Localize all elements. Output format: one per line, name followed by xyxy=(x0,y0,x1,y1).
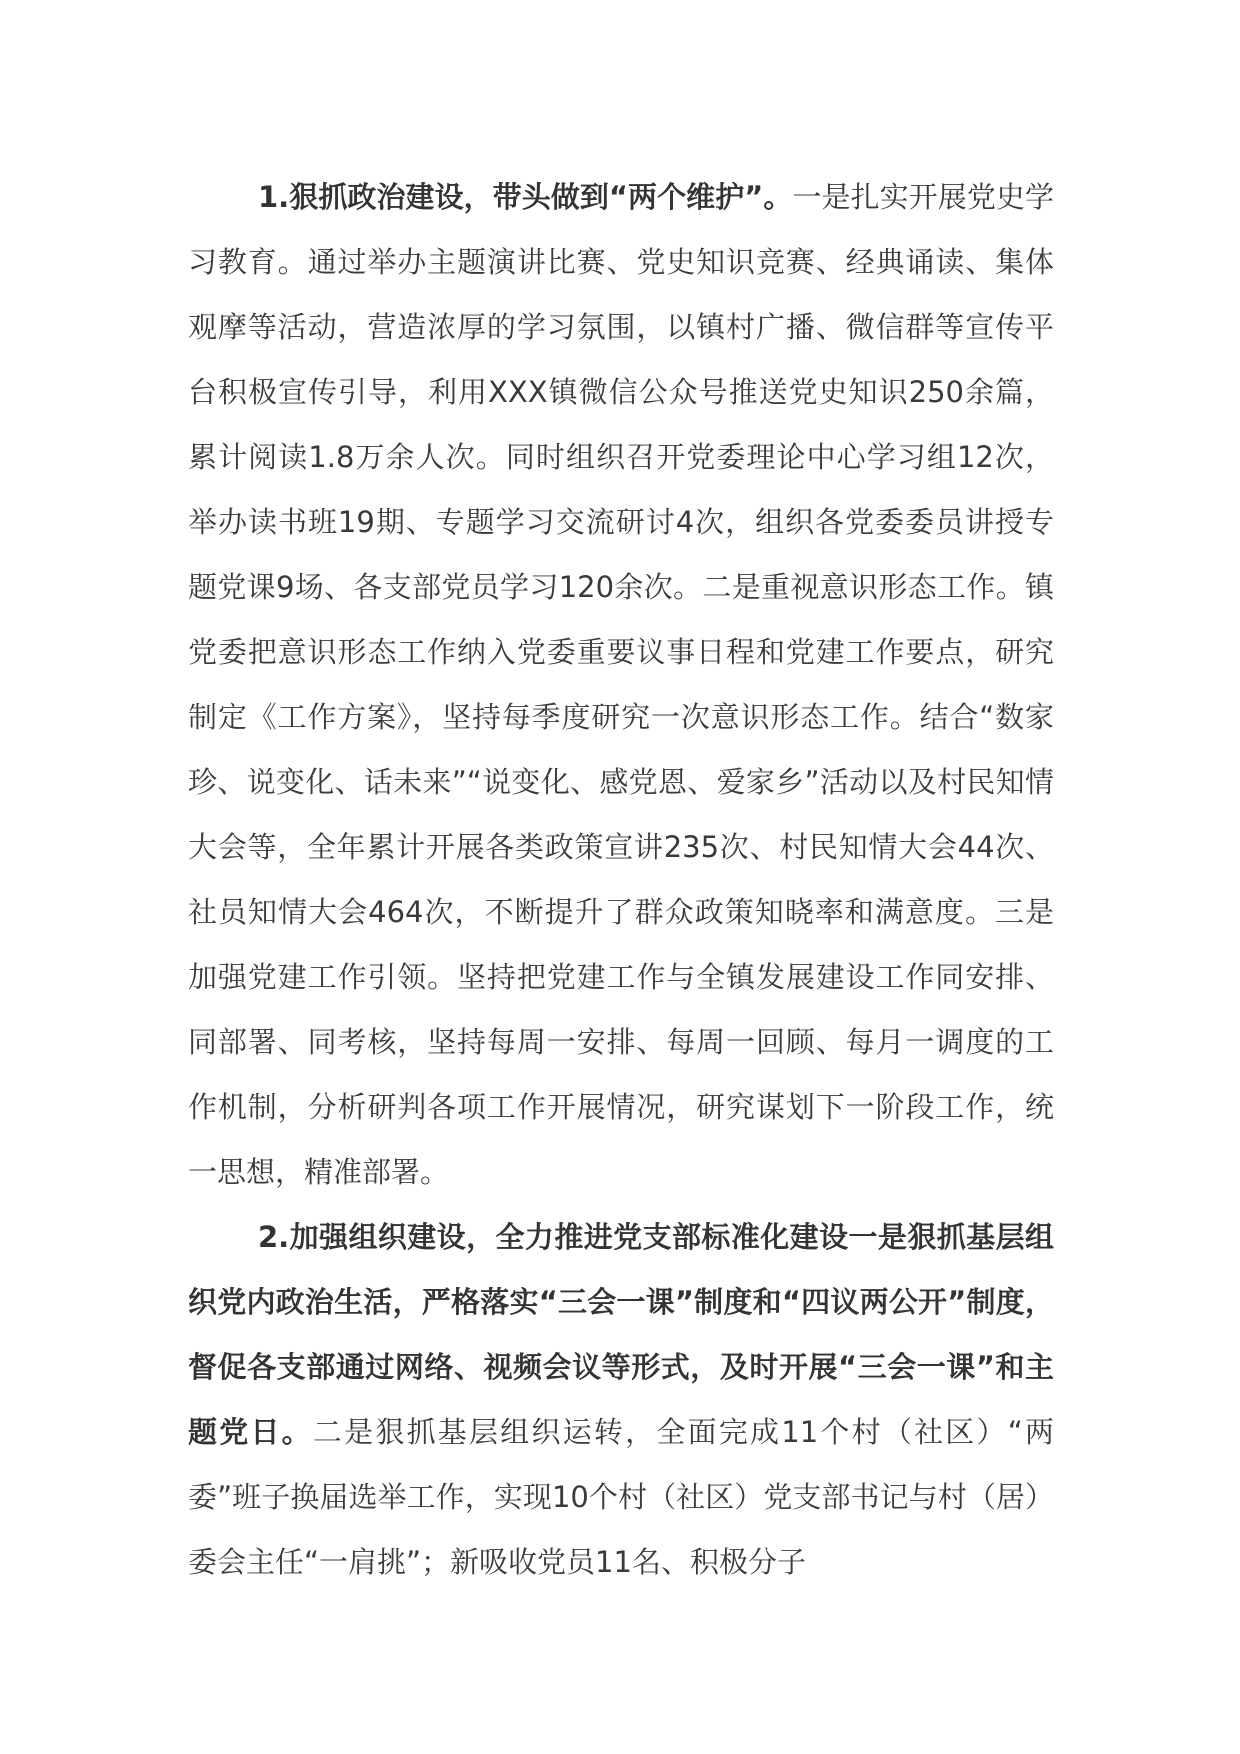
paragraph-2-body: 二是狠抓基层组织运转，全面完成11个村（社区）“两委”班子换届选举工作，实现10个村（社区）党支部书记与村（居）委会主任“一肩挑”；新吸收党员11名、积极分子 xyxy=(188,1415,1054,1579)
paragraph-1 xyxy=(188,165,1054,1205)
paragraph-2-heading: 2.加强组织建设，全力推进党支部标准化建设一是狠抓基层组织党内政治生活，严格落实“三会一课”制度和“四议两公开”制度，督促各支部通过网络、视频会议等形式，及时开展“三会一课”和主题党日。 xyxy=(188,1220,1054,1449)
paragraph-2 xyxy=(188,1205,1054,1595)
paragraph-1-heading: 1.狠抓政治建设，带头做到“两个维护”。 xyxy=(258,180,793,214)
document-page xyxy=(188,165,1054,1595)
paragraph-1-body: 一是扎实开展党史学习教育。通过举办主题演讲比赛、党史知识竞赛、经典诵读、集体观摩等活动，营造浓厚的学习氛围，以镇村广播、微信群等宣传平台积极宣传引导，利用XXX镇微信公众号推送党史知识250余篇，累计阅读1.8万余人次。同时组织召开党委理论中心学习组12次，举办读书班19期、专题学习交流研讨4次，组织各党委委员讲授专题党课9场、各支部党员学习120余次。二是重视意识形态工作。镇党委把意识形态工作纳入党委重要议事日程和党建工作要点，研究制定《工作方案》，坚持每季度研究一次意识形态工作。结合“数家珍、说变化、话未来”“说变化、感党恩、爱家乡”活动以及村民知情大会等，全年累计开展各类政策宣讲235次、村民知情大会44次、社员知情大会464次，不断提升了群众政策知晓率和满意度。三是加强党建工作引领。坚持把党建工作与全镇发展建设工作同安排、同部署、同考核，坚持每周一安排、每周一回顾、每月一调度的工作机制，分析研判各项工作开展情况，研究谋划下一阶段工作，统一思想，精准部署。 xyxy=(188,180,1054,1189)
